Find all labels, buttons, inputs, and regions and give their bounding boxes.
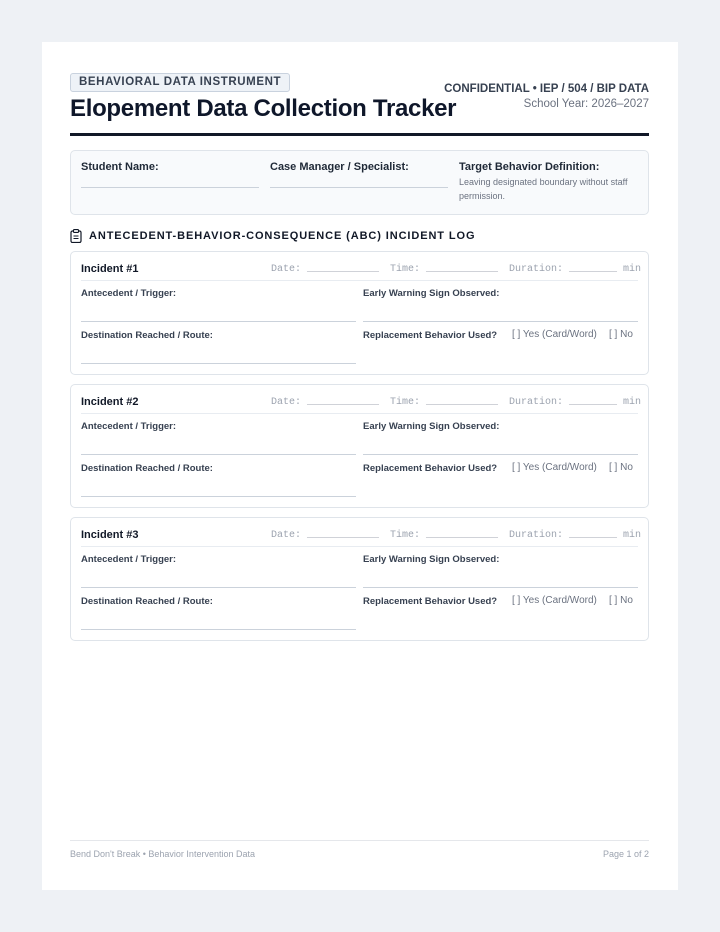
destination-line[interactable] xyxy=(81,629,356,630)
antecedent-line[interactable] xyxy=(81,454,356,455)
replacement-behavior-label: Replacement Behavior Used? xyxy=(363,330,498,341)
destination-label: Destination Reached / Route: xyxy=(81,463,213,474)
target-behavior-label: Target Behavior Definition: xyxy=(459,161,600,173)
document-header xyxy=(70,73,649,136)
case-manager-field xyxy=(270,161,409,173)
footer-brand: Bend Don't Break • Behavior Intervention Data xyxy=(70,849,255,859)
replacement-yes-option[interactable]: [ ] Yes (Card/Word) xyxy=(512,462,597,473)
duration-field[interactable]: Duration: ________ min xyxy=(509,397,642,408)
antecedent-line[interactable] xyxy=(81,587,356,588)
page-number: Page 1 of 2 xyxy=(602,849,649,859)
document-page xyxy=(42,42,678,890)
case-manager-label: Case Manager / Specialist: xyxy=(270,161,409,173)
incident-card xyxy=(70,384,649,508)
instrument-badge: BEHAVIORAL DATA INSTRUMENT xyxy=(70,73,290,92)
replacement-behavior-label: Replacement Behavior Used? xyxy=(363,463,498,474)
date-field[interactable]: Date: ____________ xyxy=(271,264,380,275)
case-manager-line[interactable] xyxy=(270,187,448,188)
confidential-label: CONFIDENTIAL • IEP / 504 / BIP DATA xyxy=(444,83,649,95)
target-behavior-field xyxy=(459,161,629,203)
abc-log-heading xyxy=(70,228,475,244)
incident-header xyxy=(81,396,642,414)
time-field[interactable]: Time: ____________ xyxy=(390,397,499,408)
duration-field[interactable]: Duration: ________ min xyxy=(509,264,642,275)
student-info-box xyxy=(70,150,649,215)
warning-sign-line[interactable] xyxy=(363,587,638,588)
footer-divider xyxy=(70,840,649,841)
school-year: School Year: 2026–2027 xyxy=(523,98,649,110)
warning-sign-label: Early Warning Sign Observed: xyxy=(363,554,500,565)
replacement-yes-option[interactable]: [ ] Yes (Card/Word) xyxy=(512,595,597,606)
destination-label: Destination Reached / Route: xyxy=(81,330,213,341)
target-behavior-definition: Leaving designated boundary without staff permission. xyxy=(459,177,628,201)
warning-sign-line[interactable] xyxy=(363,321,638,322)
clipboard-icon xyxy=(70,229,82,243)
header-divider xyxy=(70,133,649,136)
replacement-behavior-label: Replacement Behavior Used? xyxy=(363,596,498,607)
destination-line[interactable] xyxy=(81,496,356,497)
antecedent-line[interactable] xyxy=(81,321,356,322)
incident-header xyxy=(81,529,642,547)
warning-sign-label: Early Warning Sign Observed: xyxy=(363,421,500,432)
replacement-no-option[interactable]: [ ] No xyxy=(609,462,633,473)
duration-field[interactable]: Duration: ________ min xyxy=(509,530,642,541)
time-field[interactable]: Time: ____________ xyxy=(390,264,499,275)
antecedent-label: Antecedent / Trigger: xyxy=(81,288,177,299)
warning-sign-label: Early Warning Sign Observed: xyxy=(363,288,500,299)
student-name-field xyxy=(81,161,159,173)
destination-label: Destination Reached / Route: xyxy=(81,596,213,607)
date-field[interactable]: Date: ____________ xyxy=(271,397,380,408)
incident-card xyxy=(70,251,649,375)
warning-sign-line[interactable] xyxy=(363,454,638,455)
incident-header xyxy=(81,263,642,281)
replacement-yes-option[interactable]: [ ] Yes (Card/Word) xyxy=(512,329,597,340)
student-name-label: Student Name: xyxy=(81,161,159,173)
replacement-no-option[interactable]: [ ] No xyxy=(609,329,633,340)
student-name-line[interactable] xyxy=(81,187,259,188)
antecedent-label: Antecedent / Trigger: xyxy=(81,421,177,432)
page-title: Elopement Data Collection Tracker xyxy=(70,95,457,122)
incident-title: Incident #3 xyxy=(81,529,139,541)
incident-title: Incident #2 xyxy=(81,396,139,408)
incident-title: Incident #1 xyxy=(81,263,139,275)
antecedent-label: Antecedent / Trigger: xyxy=(81,554,177,565)
time-field[interactable]: Time: ____________ xyxy=(390,530,499,541)
incident-card xyxy=(70,517,649,641)
date-field[interactable]: Date: ____________ xyxy=(271,530,380,541)
section-title: ANTECEDENT-BEHAVIOR-CONSEQUENCE (ABC) INCIDENT LOG xyxy=(89,230,476,242)
replacement-no-option[interactable]: [ ] No xyxy=(609,595,633,606)
destination-line[interactable] xyxy=(81,363,356,364)
